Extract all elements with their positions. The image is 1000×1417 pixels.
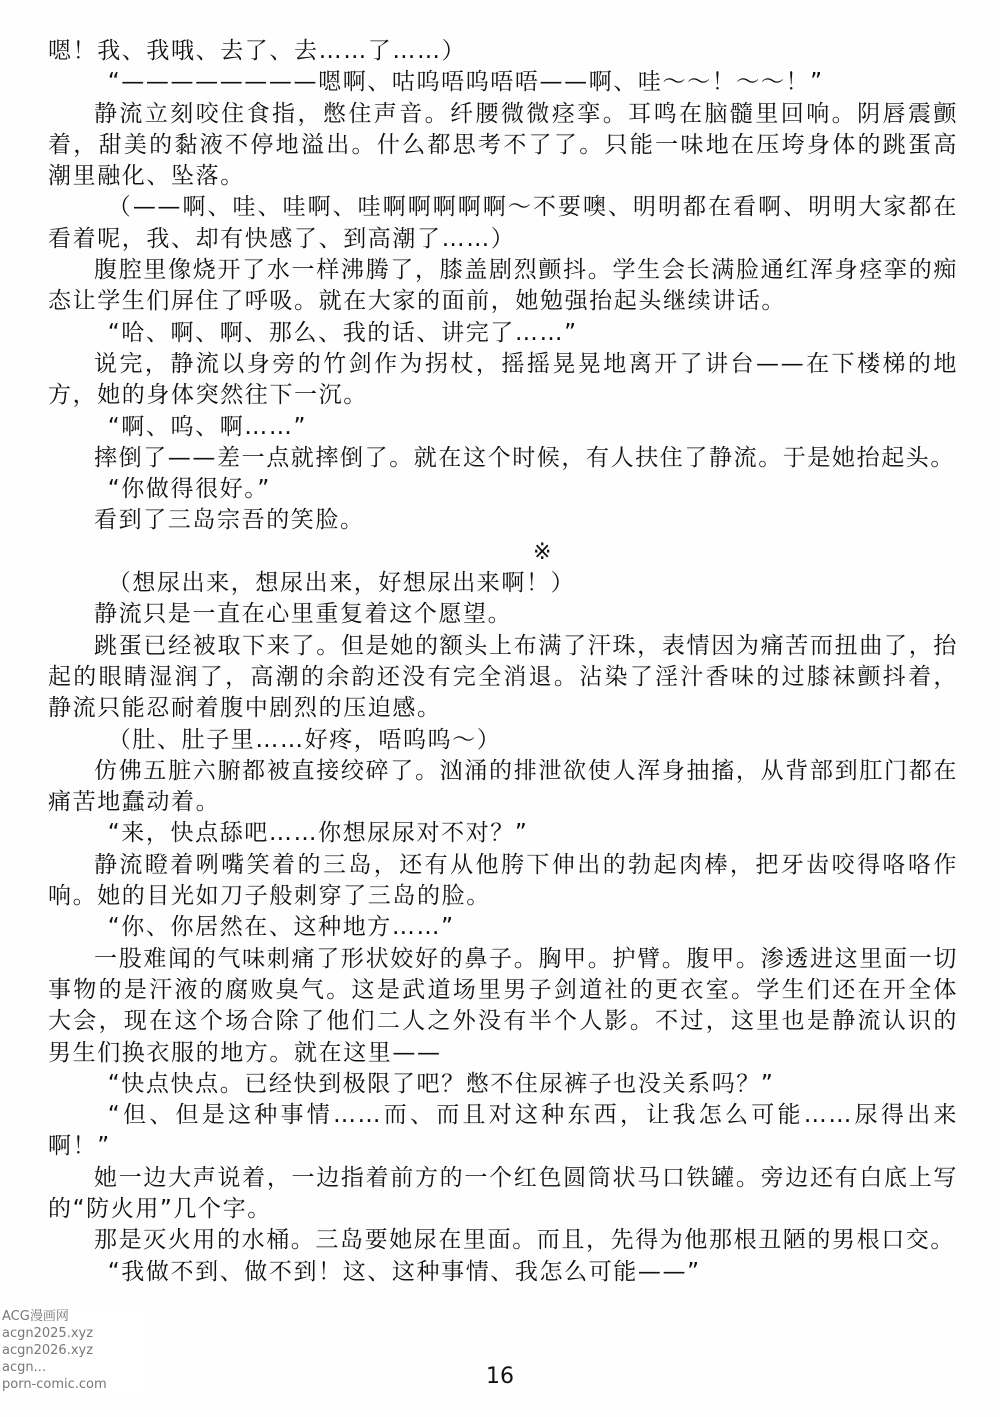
paragraph: 嗯！我、我哦、去了、去……了……） bbox=[48, 38, 467, 64]
paragraph: （想尿出来，想尿出来，好想尿出来啊！） bbox=[107, 570, 576, 597]
paragraph: “但、但是这种事情……而、而且对这种东西，让我怎么可能……尿得出来啊！” bbox=[48, 1102, 958, 1160]
paragraph: “来，快点舔吧……你想尿尿对不对？” bbox=[107, 820, 529, 847]
paragraph: “你、你居然在、这种地方……” bbox=[107, 914, 455, 941]
paragraph: 仿佛五脏六腑都被直接绞碎了。汹涌的排泄欲使人浑身抽搐，从背部到肛门都在痛苦地蠢动着。 bbox=[48, 757, 958, 816]
paragraph: “快点快点。已经快到极限了吧？憋不住尿裤子也没关系吗？” bbox=[107, 1070, 775, 1097]
paragraph: “我做不到、做不到！这、这种事情、我怎么可能——” bbox=[107, 1258, 701, 1285]
paragraph: 静流只是一直在心里重复着这个愿望。 bbox=[94, 601, 513, 628]
body-text bbox=[48, 36, 958, 1288]
watermark-line: acgn... bbox=[0, 1359, 150, 1376]
watermark-line: acgn2025.xyz bbox=[0, 1325, 150, 1342]
paragraph: “哈、啊、啊、那么、我的话、讲完了……” bbox=[107, 319, 578, 346]
watermark bbox=[0, 1308, 150, 1393]
paragraph: 跳蛋已经被取下来了。但是她的额头上布满了汗珠，表情因为痛苦而扭曲了，抬起的眼睛湿润了，高潮的余韵还没有完全消退。沾染了淫汁香味的过膝袜颤抖着，静流只能忍耐着腹中剧烈的压迫感。 bbox=[48, 632, 958, 722]
paragraph: （——啊、哇、哇啊、哇啊啊啊啊啊～不要噢、明明都在看啊、明明大家都在看着呢，我、却有快感了、到高潮了……） bbox=[48, 194, 958, 252]
paragraph: （肚、肚子里……好疼，唔呜呜～） bbox=[107, 726, 502, 753]
paragraph: “————————嗯啊、咕呜唔呜唔唔——啊、哇～～！～～！” bbox=[107, 69, 824, 96]
paragraph: “你做得很好。” bbox=[107, 476, 271, 503]
watermark-line: porn-comic.com bbox=[0, 1376, 150, 1393]
paragraph: 摔倒了——差一点就摔倒了。就在这个时候，有人扶住了静流。于是她抬起头。 bbox=[94, 444, 955, 471]
paragraph: “啊、呜、啊……” bbox=[107, 413, 308, 440]
paragraph: 静流瞪着咧嘴笑着的三岛，还有从他胯下伸出的勃起肉棒，把牙齿咬得咯咯作响。她的目光如刀子般刺穿了三岛的脸。 bbox=[48, 851, 958, 910]
paragraph: 一股难闻的气味刺痛了形状姣好的鼻子。胸甲。护臂。腹甲。渗透进这里面一切事物的是汗液的腐败臭气。这是武道场里男子剑道社的更衣室。学生们还在开全体大会，现在这个场合除了他们二人之外没有半个人影。不过，这里也是静流认识的男生们换衣服的地方。就在这里—— bbox=[48, 945, 958, 1066]
paragraph: 静流立刻咬住食指，憋住声音。纤腰微微痉挛。耳鸣在脑髓里回响。阴唇震颤着，甜美的黏液不停地溢出。什么都思考不了了。只能一味地在压垮身体的跳蛋高潮里融化、坠落。 bbox=[48, 100, 958, 190]
watermark-line: ACG漫画网 bbox=[0, 1308, 150, 1325]
paragraph: 看到了三岛宗吾的笑脸。 bbox=[94, 507, 365, 534]
watermark-line: acgn2026.xyz bbox=[0, 1342, 150, 1359]
section-break-mark: ※ bbox=[532, 539, 554, 565]
page-number: 16 bbox=[486, 1364, 514, 1389]
paragraph: 那是灭火用的水桶。三岛要她尿在里面。而且，先得为他那根丑陋的男根口交。 bbox=[94, 1227, 955, 1254]
paragraph: 她一边大声说着，一边指着前方的一个红色圆筒状马口铁罐。旁边还有白底上写的“防火用”几个字。 bbox=[48, 1164, 958, 1222]
paragraph: 腹腔里像烧开了水一样沸腾了，膝盖剧烈颤抖。学生会长满脸通红浑身痉挛的痴态让学生们屏住了呼吸。就在大家的面前，她勉强抬起头继续讲话。 bbox=[48, 257, 958, 315]
paragraph: 说完，静流以身旁的竹剑作为拐杖，摇摇晃晃地离开了讲台——在下楼梯的地方，她的身体突然往下一沉。 bbox=[48, 350, 958, 409]
